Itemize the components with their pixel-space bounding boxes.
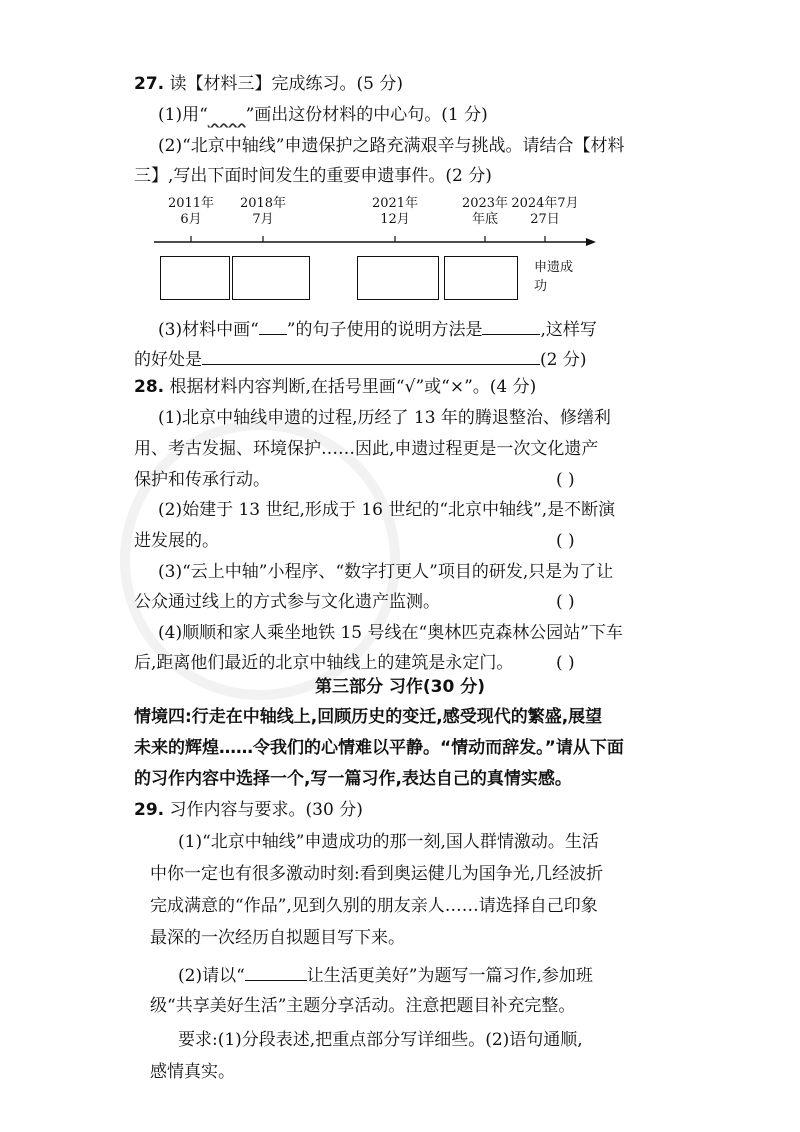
q27-sub2-line1: (2)“北京中轴线”申遗保护之路充满艰辛与挑战。请结合【材料	[158, 136, 625, 156]
q29-p1-line1: (1)“北京中轴线”申遗成功的那一刻,国人群情激动。生活	[178, 832, 599, 852]
timeline-final-note: 申遗成功	[534, 260, 574, 294]
q29-title: 29. 习作内容与要求。(30 分)	[134, 800, 363, 820]
q28-item4-paren[interactable]: ( )	[556, 653, 575, 673]
q27-sub1: (1)用“ ”画出这份材料的中心句。(1 分)	[158, 105, 488, 125]
q28-item4-line1: (4)顺顺和家人乘坐地铁 15 号线在“奥林匹克森林公园站”下车	[158, 623, 623, 643]
timeline-label-3: 2021年 12月	[371, 196, 419, 227]
answer-blank-method[interactable]	[482, 316, 540, 335]
timeline-label-2: 2018年 7月	[239, 196, 287, 227]
q29-req-line1: 要求:(1)分段表述,把重点部分写详细些。(2)语句通顺,	[178, 1030, 583, 1050]
q28-item1-line3: 保护和传承行动。	[134, 470, 270, 490]
q29-p1-line4: 最深的一次经历自拟题目写下来。	[150, 928, 405, 948]
timeline-axis	[150, 228, 600, 252]
title-blank[interactable]	[245, 962, 307, 981]
underline-mark	[259, 316, 287, 335]
q28-title: 28. 根据材料内容判断,在括号里画“√”或“×”。(4 分)	[134, 377, 537, 397]
q28-item2-line2: 进发展的。	[134, 531, 219, 551]
part3-heading: 第三部分 习作(30 分)	[314, 677, 486, 697]
timeline-label-5: 2024年7月 27日	[511, 196, 579, 227]
q29-p1-line2: 中你一定也有很多激动时刻:看到奥运健儿为国争光,几经波折	[150, 864, 604, 884]
timeline-label-1: 2011年 6月	[167, 196, 215, 227]
answer-box-2011[interactable]	[160, 256, 230, 300]
scenario-line2: 未来的辉煌……令我们的心情难以平静。“情动而辞发。”请从下面	[134, 738, 624, 758]
q27-sub3-line2: 的好处是 (2 分)	[134, 346, 586, 372]
timeline-label-4: 2023年 年底	[461, 196, 509, 227]
q28-item1-line2: 用、考古发掘、环境保护……因此,申遗过程更是一次文化遗产	[134, 439, 599, 459]
q28-item2-line1: (2)始建于 13 世纪,形成于 16 世纪的“北京中轴线”,是不断演	[158, 500, 616, 520]
q28-item4-line2: 后,距离他们最近的北京中轴线上的建筑是永定门。	[134, 653, 514, 673]
q28-item3-paren[interactable]: ( )	[556, 592, 575, 612]
answer-box-2021[interactable]	[357, 256, 439, 300]
q29-p2-line2: 级“共享美好生活”主题分享活动。注意把题目补充完整。	[150, 996, 576, 1016]
q28-item1-line1: (1)北京中轴线申遗的过程,历经了 13 年的腾退整治、修缮利	[158, 408, 611, 428]
scenario-line3: 的习作内容中选择一个,写一篇习作,表达自己的真情实感。	[134, 769, 572, 789]
answer-box-2023[interactable]	[444, 256, 518, 300]
q28-item3-line1: (3)“云上中轴”小程序、“数字打更人”项目的研发,只是为了让	[158, 562, 614, 582]
scenario-line1: 情境四:行走在中轴线上,回顾历史的变迁,感受现代的繁盛,展望	[134, 707, 603, 727]
q27-sub3-line1: (3)材料中画“ ”的句子使用的说明方法是 ,这样写	[158, 316, 597, 342]
answer-box-2018[interactable]	[232, 256, 310, 300]
q27-sub2-line2: 三】,写出下面时间发生的重要申遗事件。(2 分)	[134, 166, 492, 186]
q28-item3-line2: 公众通过线上的方式参与文化遗产监测。	[134, 592, 440, 612]
wavy-line-mark	[208, 103, 246, 127]
answer-blank-benefit[interactable]	[202, 346, 540, 365]
q29-req-line2: 感情真实。	[150, 1062, 235, 1082]
q29-p1-line3: 完成满意的“作品”,见到久别的朋友亲人……请选择自己印象	[150, 896, 598, 916]
q28-item2-paren[interactable]: ( )	[556, 531, 575, 551]
q28-item1-paren[interactable]: ( )	[556, 470, 575, 490]
q29-p2-line1: (2)请以“ 让生活更美好”为题写一篇习作,参加班	[178, 962, 593, 988]
q27-title: 27. 读【材料三】完成练习。(5 分)	[134, 74, 404, 94]
